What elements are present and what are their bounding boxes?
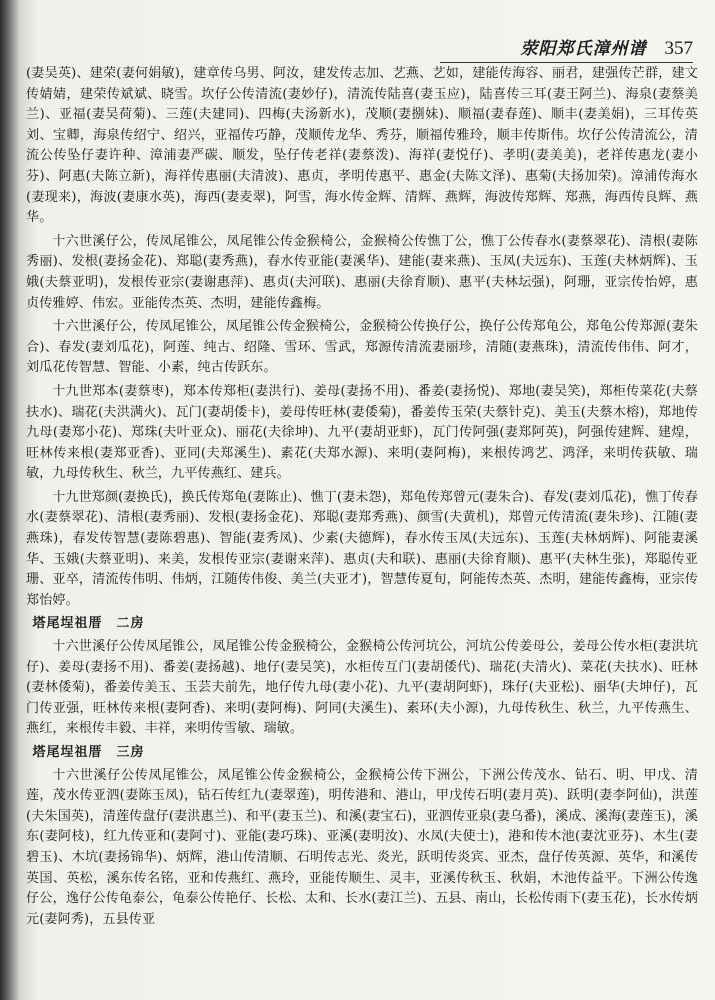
page-number: 357 xyxy=(664,38,693,59)
body-text xyxy=(26,64,698,994)
paragraph: 十六世溪仔公传凤尾锥公，凤尾锥公传金猴椅公，金猴椅公传河坑公，河坑公传姜母公，姜母公传水柜(妻洪坑仔)、姜母(妻扬不用)、番姜(妻扬越)、地仔(妻吴笑)，水柜传互门(妻胡倭代)、瑞花(夫清火)、菜花(夫扶水)、旺林(妻林倭菊)，番姜传美玉、玉芸夫前先，地仔传九母(妻小花)、九平(妻胡阿虾)，珠仔(夫亚松)、丽华(夫坤仔)，瓦门传亚强，旺林传来根(妻阿香)、来明(妻阿梅)、阿同(夫溪生)、素环(夫小源)，九母传秋生、秋兰，九平传燕生、燕红，来根传丰毅、丰祥，来明传雪敏、瑞敏。 xyxy=(26,639,698,737)
section-title: 塔尾埕祖厝 xyxy=(32,616,103,632)
paragraph: 十六世溪仔公，传凤尾锥公，凤尾锥公传金猴椅公，金猴椅公传换仔公，换仔公传郑龟公，郑龟公传郑源(妻朱合)、春发(妻刘瓜花)，阿莲、纯古、绍隆、雪环、雪武，郑源传清流妻丽珍，清随(妻燕珠)，清流传伟伟、阿才，刘瓜花传智慧、智能、小素，纯古传跃东。 xyxy=(26,319,698,376)
page-header xyxy=(440,32,693,63)
section-title: 塔尾埕祖厝 xyxy=(32,745,103,760)
paragraph: (妻吴英)、建荣(妻何娟敏)，建章传乌男、阿汝，建发传志加、艺燕、艺如，建能传海容、丽君，建强传芒群，建文传婧婧，建荣传斌斌、晓雪。坎仔公传清流(妻妙仔)，清流传陆喜(妻玉应)，陆喜传三耳(妻王阿兰)、海泉(妻蔡美兰)、亚福(妻吴荷菊)、三莲(夫建同)、四梅(夫汤新水)，茂顺(妻捌妹)、顺福(妻春莲)、顺丰(妻美娟)，三耳传英刘、宝卿，海泉传绍宁、绍兴，亚福传巧静，茂顺传龙华、秀芬，顺福传雅玲，顺丰传斯伟。坎仔公传清流公，清流公传坠仔妻许种、漳浦妻严碳、顺发，坠仔传老祥(妻蔡泼)、海祥(妻悦仔)、孝明(妻美美)，老祥传惠龙(妻小芬)、阿惠(夫陈立新)，海祥传惠丽(夫清波)、惠贞，孝明传惠平、惠金(夫陈文泽)、惠菊(夫扬加荣)。漳浦传海水(妻现来)，海波(妻康水英)，海西(妻麦翠)，阿雪，海水传金辉、清辉、燕辉，海波传郑辉、郑燕，海西传良辉、燕华。 xyxy=(26,66,698,226)
section-subtitle: 三房 xyxy=(116,745,145,760)
paragraph: 十六世溪仔公，传凤尾锥公，凤尾锥公传金猴椅公，金猴椅公传憔丁公，憔丁公传春水(妻蔡翠花)、清根(妻陈秀丽)、发根(妻扬金花)、郑聪(妻秀燕)，春水传亚能(妻溪华)、建能(妻来燕)、玉凤(夫远东)、玉莲(夫林炳辉)、玉娥(夫蔡亚明)，发根传亚宗(妻谢惠萍)、惠贞(夫河联)、惠丽(夫徐育顺)、惠平(夫林坛强)，阿珊，亚宗传怡婷，惠贞传雅婷、伟宏。亚能传杰英、杰明，建能传鑫梅。 xyxy=(26,233,698,311)
paragraph: 十六世溪仔公传凤尾锥公，凤尾锥公传金猴椅公，金猴椅公传下洲公，下洲公传茂水、钻石、明、甲戊、清莲，茂水传亚泗(妻陈玉凤)，钻石传红九(妻翠莲)，明传港和、港山，甲戊传石明(妻月英)、跃明(妻李阿仙)，洪莲(夫朱国英)，清莲传盘仔(妻洪惠兰)、和平(妻玉兰)、和溪(妻宝石)，亚泗传亚泉(妻乌番)，溪成、溪海(妻莲玉)，溪东(妻阿枝)，红九传亚和(妻阿寸)、亚能(妻巧珠)、亚溪(妻明汝)、水凤(夫使士)，港和传木池(妻沈亚芬)、木生(妻碧玉)、木坑(妻扬锦华)、炳辉，港山传清顺、石明传志光、炎光，跃明传炎宾、亚杰，盘仔传英源、英华，和溪传英国、英松，溪东传名铭，亚和传燕红、燕玲，亚能传顺生、灵丰，亚溪传秋玉、秋娟，木池传益平。下洲公传逸仔公，逸仔公传龟泰公，龟泰公传艳仔、长松、太和、长水(妻江兰)、五县、南山，长松传雨下(妻玉花)，长水传炳元(妻阿秀)，五县传亚 xyxy=(26,767,698,927)
section-heading xyxy=(26,614,698,635)
section-subtitle: 二房 xyxy=(116,616,145,632)
running-title: 荥阳郑氏漳州谱 xyxy=(520,39,647,59)
paragraph: 十九世郑颜(妻换氏)，换氏传郑龟(妻陈止)、憔丁(妻未怨)，郑龟传郑曾元(妻朱合)、春发(妻刘瓜花)，憔丁传春水(妻蔡翠花)、清根(妻秀丽)、发根(妻扬金花)、郑聪(妻郑秀燕)、颜雪(夫黄机)，郑曾元传清流(妻朱珍)、江随(妻燕珠)，春发传智慧(妻陈碧惠)、智能(妻秀凤)、少素(夫德辉)，春水传玉凤(夫远东)、玉莲(夫林炳辉)、阿能妻溪华、玉娥(夫蔡亚明)、来美，发根传亚宗(妻谢来萍)、惠贞(夫和联)、惠丽(夫徐育顺)、惠平(夫林生张)，郑聪传亚珊、亚卒，清流传伟明、伟炳，江随传伟俊、美兰(夫亚才)，智慧传夏旬，阿能传杰英、杰明，建能传鑫梅，亚宗传郑怡婷。 xyxy=(26,489,698,608)
section-heading xyxy=(26,743,698,764)
paragraph: 十九世郑本(妻蔡枣)，郑本传郑柜(妻洪行)、姜母(妻扬不用)、番姜(妻扬悦)、郑地(妻吴笑)，郑柜传菜花(夫蔡扶水)、瑞花(夫洪满火)、瓦门(妻胡倭卡)，姜母传旺林(妻倭菊)，番姜传玉荣(夫蔡针克)、美玉(夫蔡木榕)，郑地传九母(妻郑小花)、郑珠(夫叶亚众)、丽花(夫徐坤)、九平(妻胡亚虾)，瓦门传阿强(妻郑阿英)，阿强传建辉、建煌，旺林传来根(妻郑亚香)、亚同(夫郑溪生)、素花(夫郑水源)、来明(妻阿梅)，来根传鸿艺、鸿泽，来明传荻敏、瑞敏，九母传秋生、秋兰，九平传燕红、建兵。 xyxy=(26,383,698,482)
